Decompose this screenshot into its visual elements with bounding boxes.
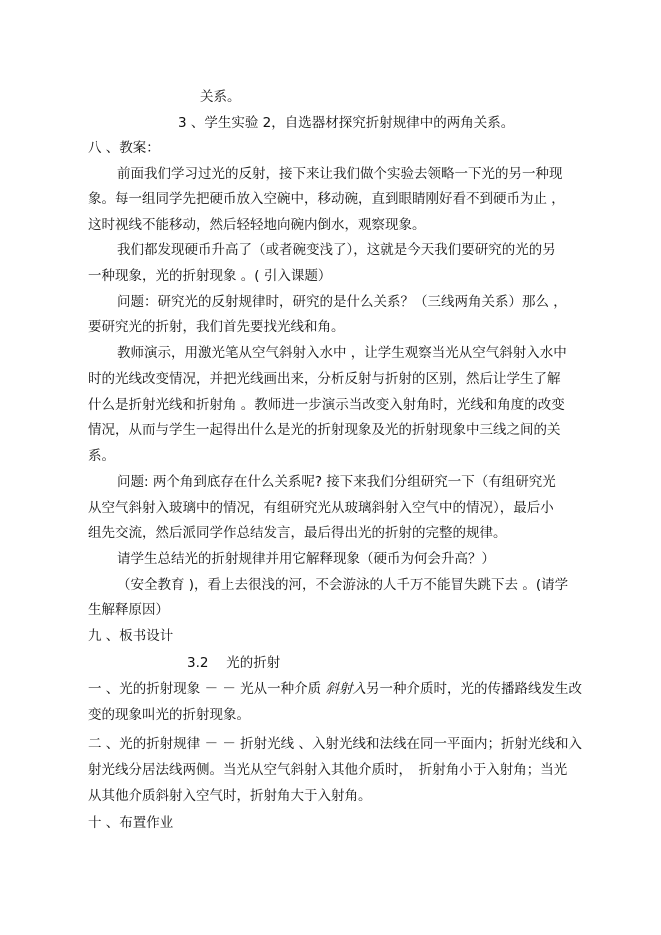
text-line: 我们都发现硬币升高了（或者碗变浅了），这就是今天我们要研究的光的另 bbox=[117, 242, 556, 258]
text-line: 情况，从而与学生一起得出什么是光的折射现象及光的折射现象中三线之间的关 bbox=[88, 422, 561, 438]
text-line: 3 、学生实验 2，自选器材探究折射规律中的两角关系。 bbox=[178, 115, 515, 131]
text-line: 生解释原因） bbox=[88, 602, 169, 618]
text-line: 问题：研究光的反射规律时，研究的是什么关系？（三线两角关系）那么 ， bbox=[117, 294, 567, 310]
text-line: （安全教育 )，看上去很浅的河，不会游泳的人千万不能冒失跳下去 。(请学 bbox=[117, 577, 569, 593]
text-line: 变的现象叫光的折射现象。 bbox=[88, 707, 250, 723]
text-line: 从其他介质斜射入空气时，折射角大于入射角。 bbox=[88, 788, 372, 804]
section-heading-10: 十 、布置作业 bbox=[88, 815, 174, 831]
text-line: 什么是折射光线和折射角 。教师进一步演示当改变入射角时，光线和角度的改变 bbox=[88, 397, 565, 413]
text-line: 问题: 两个角到底存在什么关系呢? 接下来我们分组研究一下（有组研究光 bbox=[117, 474, 556, 490]
text-line: 从空气斜射入玻璃中的情况，有组研究光从玻璃斜射入空气中的情况），最后小 bbox=[88, 500, 554, 516]
text-line: 这时视线不能移动，然后轻轻地向碗内倒水，观察现象。 bbox=[88, 217, 426, 233]
definition-tail: 另一种介质时，光的传播路线发生改 bbox=[365, 681, 582, 697]
text-line: 二 、光的折射规律 － － 折射光线 、入射光线和法线在同一平面内；折射光线和入 bbox=[88, 736, 582, 752]
board-title: 3.2 光的折射 bbox=[187, 655, 281, 671]
text-line: 组先交流，然后派同学作总结发言，最后得出光的折射的完整的规律。 bbox=[88, 525, 507, 541]
definition-lead: 一 、光的折射现象 － － 光从一种介质 bbox=[88, 681, 326, 697]
text-line: 前面我们学习过光的反射，接下来让我们做个实验去领略一下光的另一种现 bbox=[117, 166, 563, 182]
definition-emphasis: 斜射入 bbox=[325, 681, 366, 697]
text-line: 时的光线改变情况，并把光线画出来，分析反射与折射的区别，然后让学生了解 bbox=[88, 371, 561, 387]
section-heading-8: 八 、教案： bbox=[88, 140, 160, 156]
text-line: 要研究光的折射，我们首先要找光线和角。 bbox=[88, 319, 345, 335]
text-line: 系。 bbox=[88, 448, 115, 464]
text-line: 一种现象，光的折射现象 。( 引入课题） bbox=[88, 268, 332, 284]
text-line: 请学生总结光的折射规律并用它解释现象（硬币为何会升高？） bbox=[117, 551, 495, 567]
text-line: 教师演示，用激光笔从空气斜射入水中 ，让学生观察当光从空气斜射入水中 bbox=[117, 345, 567, 361]
section-heading-9: 九 、板书设计 bbox=[88, 628, 174, 644]
text-line: 关系。 bbox=[200, 89, 241, 105]
definition-line bbox=[88, 680, 582, 698]
text-line: 象。每一组同学先把硬币放入空碗中，移动碗，直到眼睛刚好看不到硬币为止 ， bbox=[88, 191, 565, 207]
text-line: 射光线分居法线两侧。当光从空气斜射入其他介质时， 折射角小于入射角；当光 bbox=[88, 762, 568, 778]
